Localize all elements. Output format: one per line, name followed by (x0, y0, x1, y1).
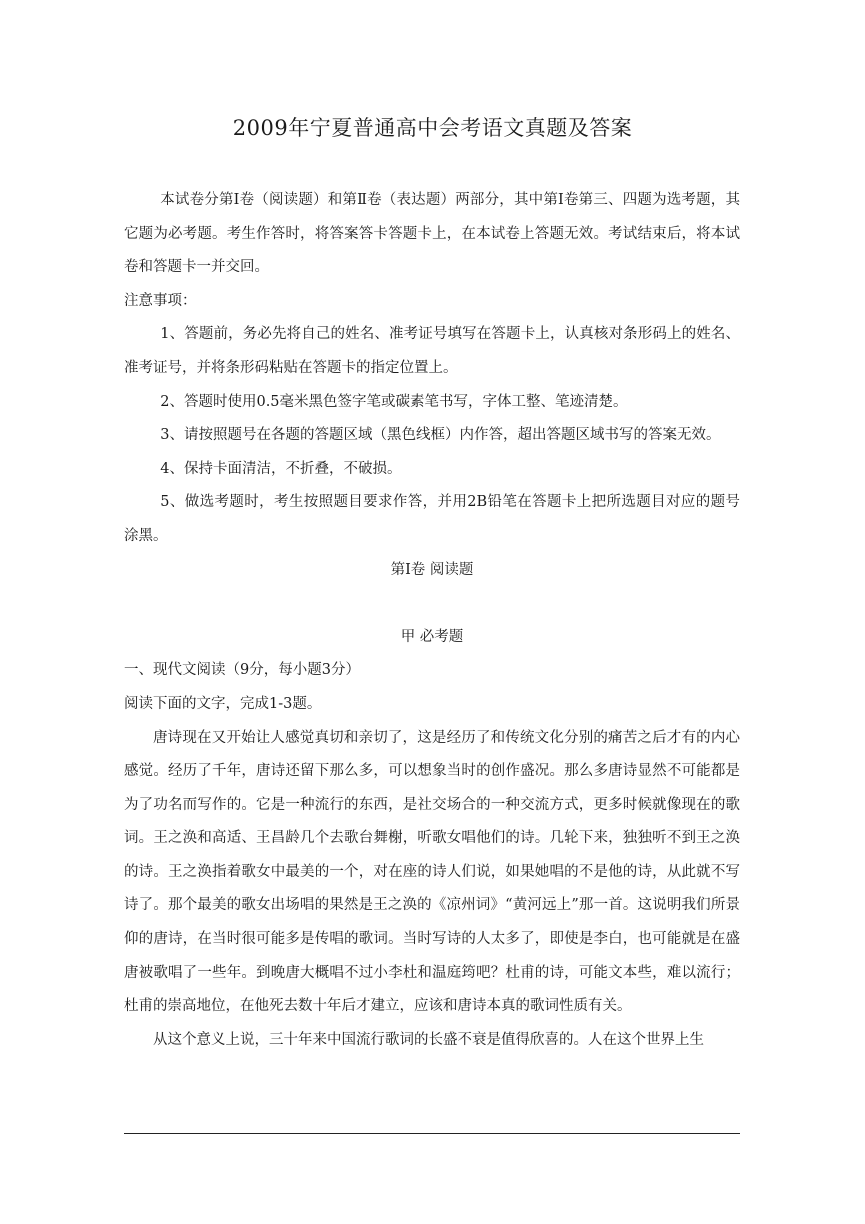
notice-heading: 注意事项： (124, 292, 197, 309)
notice-item: 5、做选考题时，考生按照题目要求作答，并用2B铅笔在答题卡上把所选题目对应的题号涂黑。 (124, 494, 740, 544)
footer-divider (124, 1133, 740, 1134)
section-heading: 甲 必考题 (400, 628, 464, 645)
notice-item: 1、答题前，务必先将自己的姓名、准考证号填写在答题卡上，认真核对条形码上的姓名、准考证号，并将条形码粘贴在答题卡的指定位置上。 (124, 326, 740, 376)
intro-paragraph: 本试卷分第Ⅰ卷（阅读题）和第Ⅱ卷（表达题）两部分，其中第Ⅰ卷第三、四题为选考题，其它题为必考题。考生作答时，将答案答卡答题卡上，在本试卷上答题无效。考试结束后，将本试卷和答题卡一并交回。 (124, 192, 740, 276)
spacer (124, 587, 740, 621)
notice-item: 4、保持卡面清洁，不折叠，不破损。 (160, 460, 402, 477)
passage-paragraph: 从这个意义上说，三十年来中国流行歌词的长盛不衰是值得欣喜的。人在这个世界上生 (153, 1031, 704, 1048)
part-heading: 第Ⅰ卷 阅读题 (390, 561, 474, 578)
question-heading: 一、现代文阅读（9分，每小题3分） (124, 662, 360, 679)
document-body (124, 184, 740, 1057)
notice-item: 2、答题时使用0.5毫米黑色签字笔或碳素笔书写，字体工整、笔迹清楚。 (160, 393, 628, 410)
passage-paragraph: 唐诗现在又开始让人感觉真切和亲切了，这是经历了和传统文化分别的痛苦之后才有的内心感觉。经历了千年，唐诗还留下那么多，可以想象当时的创作盛况。那么多唐诗显然不可能都是为了功名而写作的。它是一种流行的东西，是社交场合的一种交流方式，更多时候就像现在的歌词。王之涣和高适、王昌龄几个去歌台舞榭，听歌女唱他们的诗。几轮下来，独独听不到王之涣的诗。王之涣指着歌女中最美的一个，对在座的诗人们说，如果她唱的不是他的诗，从此就不写诗了。那个最美的歌女出场唱的果然是王之涣的《凉州词》“黄河远上”那一首。这说明我们所景仰的唐诗，在当时很可能多是传唱的歌词。当时写诗的人太多了，即使是李白，也可能就是在盛唐被歌唱了一些年。到晚唐大概唱不过小李杜和温庭筠吧？杜甫的诗，可能文本些，难以流行；杜甫的崇高地位，在他死去数十年后才建立，应该和唐诗本真的歌词性质有关。 (124, 729, 740, 1015)
page-title: 2009年宁夏普通高中会考语文真题及答案 (232, 116, 633, 140)
notice-item: 3、请按照题号在各题的答题区域（黑色线框）内作答，超出答题区域书写的答案无效。 (160, 427, 721, 444)
instruction-text: 阅读下面的文字，完成1-3题。 (124, 695, 322, 712)
